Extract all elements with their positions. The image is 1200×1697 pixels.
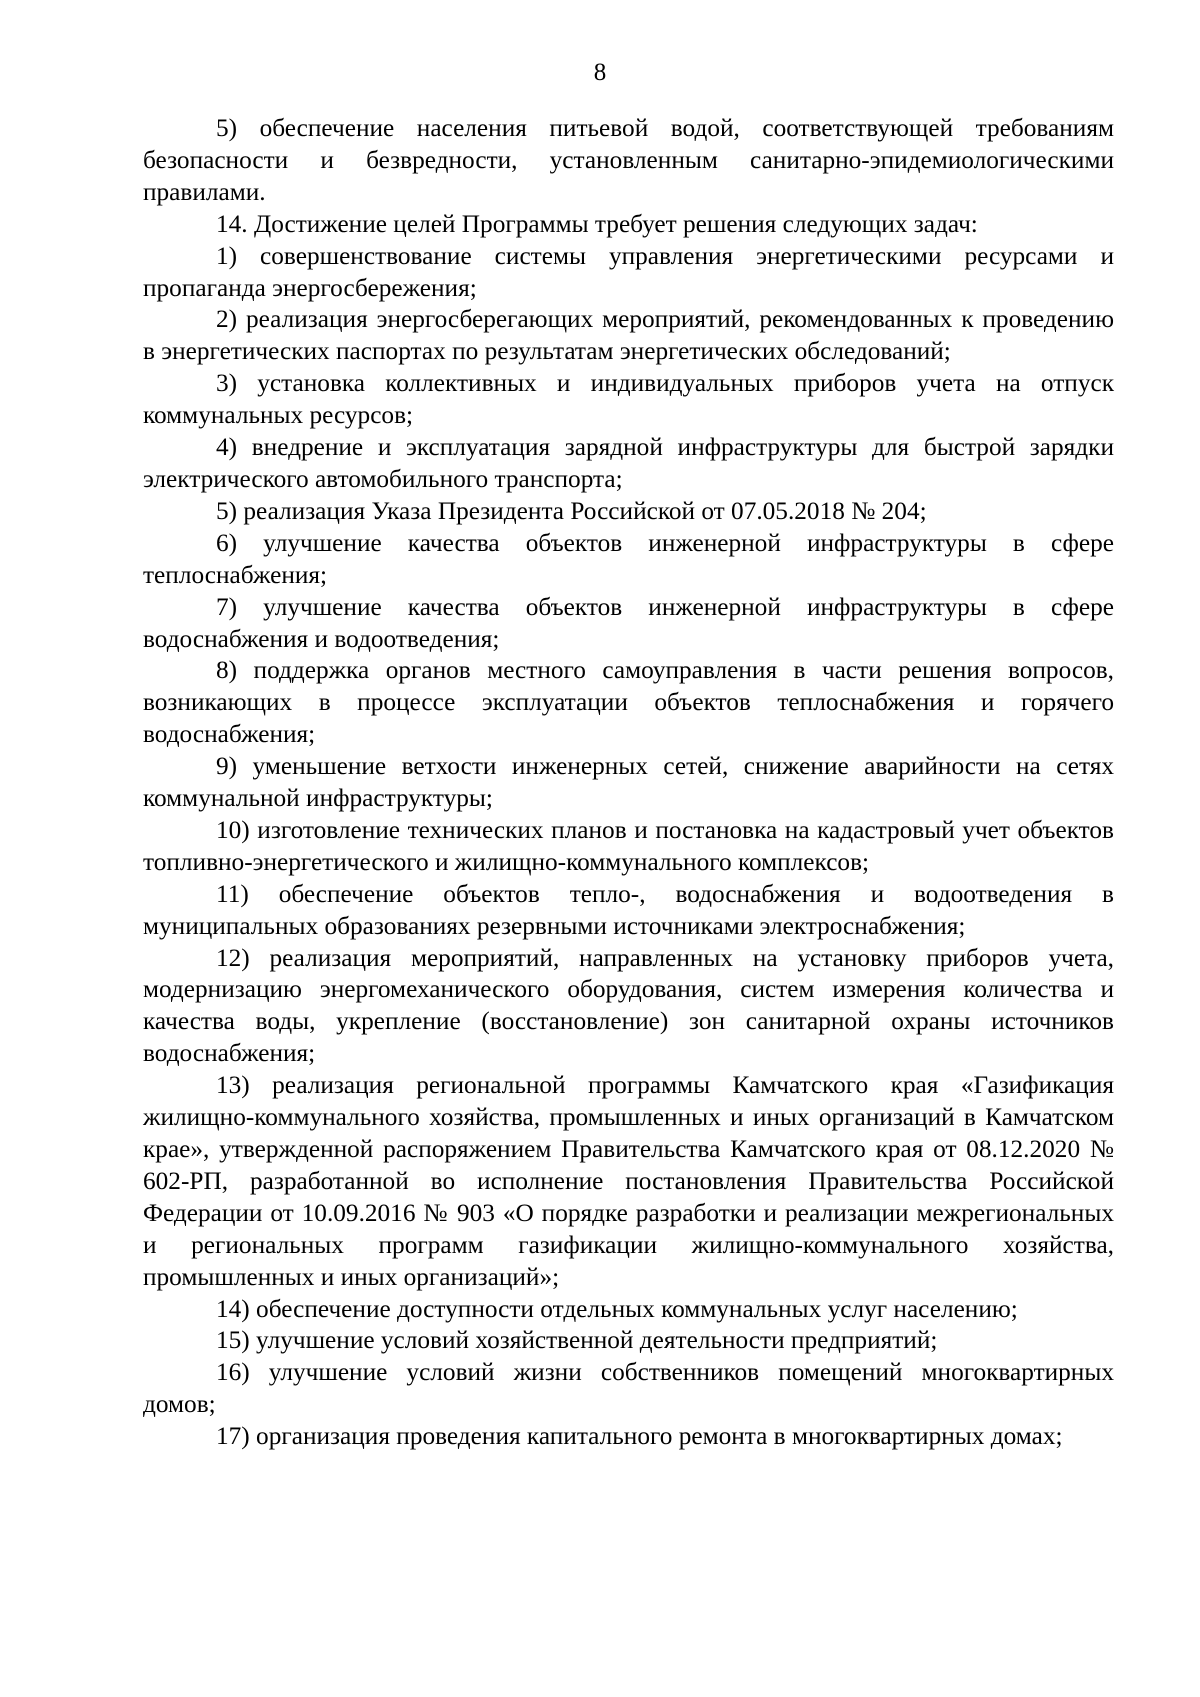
task-item: 6) улучшение качества объектов инженерной инфраструктуры в сфере теплоснабжения; [143,528,1114,589]
task-item: 11) обеспечение объектов тепло-, водоснабжения и водоотведения в муниципальных образованиях резервными источниками электроснабжения; [143,879,1114,940]
task-item: 9) уменьшение ветхости инженерных сетей, снижение аварийности на сетях коммунальной инфраструктуры; [143,752,1114,813]
page-number: 8 [593,59,607,86]
paragraph-14-heading: 14. Достижение целей Программы требует решения следующих задач: [216,209,978,238]
task-item: 2) реализация энергосберегающих мероприятий, рекомендованных к проведению в энергетических паспортах по результатам энергетических обследований; [143,305,1114,366]
task-item: 4) внедрение и эксплуатация зарядной инфраструктуры для быстрой зарядки электрического автомобильного транспорта; [143,433,1114,493]
task-item: 14) обеспечение доступности отдельных коммунальных услуг населению; [216,1294,1018,1323]
task-item: 12) реализация мероприятий, направленных на установку приборов учета, модернизацию энергомеханического оборудования, систем измерения количества и качества воды, укрепление (восстановление) зон санитарной охраны источников водоснабжения; [143,943,1114,1068]
task-item: 17) организация проведения капитального ремонта в многоквартирных домах; [216,1422,1063,1451]
task-item: 15) улучшение условий хозяйственной деятельности предприятий; [216,1326,938,1355]
task-item: 16) улучшение условий жизни собственников помещений многоквартирных домов; [143,1358,1114,1419]
task-item: 8) поддержка органов местного самоуправления в части решения вопросов, возникающих в процессе эксплуатации объектов теплоснабжения и горячего водоснабжения; [143,656,1114,749]
task-item: 7) улучшение качества объектов инженерной инфраструктуры в сфере водоснабжения и водоотведения; [143,592,1114,653]
task-item: 5) реализация Указа Президента Российской от 07.05.2018 № 204; [216,496,927,525]
task-item: 3) установка коллективных и индивидуальных приборов учета на отпуск коммунальных ресурсов; [143,369,1114,430]
task-item: 10) изготовление технических планов и постановка на кадастровый учет объектов топливно-энергетического и жилищно-коммунального комплексов; [143,815,1114,876]
document-body [143,113,1114,1453]
task-item: 1) совершенствование системы управления энергетическими ресурсами и пропаганда энергосбережения; [143,241,1114,302]
task-item: 13) реализация региональной программы Камчатского края «Газификация жилищно-коммунального хозяйства, промышленных и иных организаций в Камчатском крае», утвержденной распоряжением Правительства Камчатского края от 08.12.2020 № 602-РП, разработанной во исполнение постановления Правительства Российской Федерации от 10.09.2016 № 903 «О порядке разработки и реализации межрегиональных и региональных программ газификации жилищно-коммунального хозяйства, промышленных и иных организаций»; [143,1071,1114,1291]
paragraph-item-5-water-supply: 5) обеспечение населения питьевой водой, соответствующей требованиям безопасности и безвредности, установленным санитарно-эпидемиологическими правилами. [143,114,1114,206]
